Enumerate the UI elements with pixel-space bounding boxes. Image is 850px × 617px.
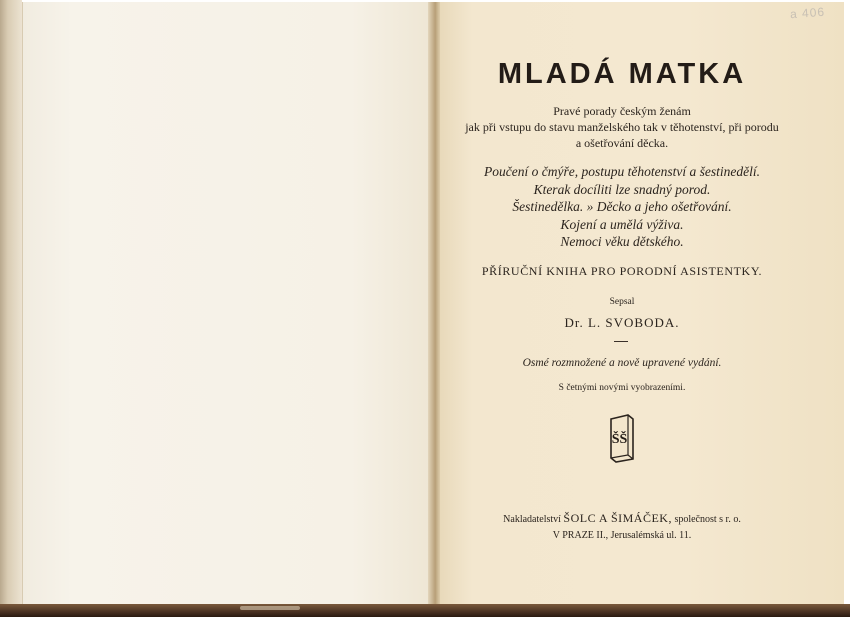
publisher-imprint (440, 510, 804, 544)
divider-rule (614, 341, 628, 342)
publisher-prefix: Nakladatelství (503, 514, 561, 525)
handwritten-page-number: a 406 (789, 4, 826, 22)
book-binding-edge (0, 0, 22, 607)
illustrations-note: S četnými novými vyobrazeními. (558, 383, 686, 393)
subtitle-line: Pravé porady českým ženám (553, 104, 691, 118)
publisher-address: V PRAZE II., Jerusalémská ul. 11. (552, 530, 692, 541)
page-tear (240, 606, 300, 610)
left-blank-page (22, 2, 433, 605)
publisher-book-monogram-icon (608, 413, 636, 463)
monogram-letters: ŠŠ (611, 432, 628, 447)
book-bottom-edge (0, 604, 850, 617)
subtitle-line: jak při vstupu do stavu manželského tak v těhotenství, při porodu (465, 120, 779, 134)
topic-line: Poučení o čmýře, postupu těhotenství a šestinedělí. (484, 164, 760, 179)
topics-list (440, 163, 804, 251)
book-title: MLADÁ MATKA (497, 58, 747, 90)
author-name: Dr. L. SVOBODA. (564, 315, 680, 330)
publisher-line (440, 510, 804, 528)
written-by-label: Sepsal (609, 297, 635, 307)
scan-margin (844, 0, 850, 607)
topic-line: Nemoci věku dětského. (560, 234, 684, 249)
subtitle-line: a ošetřování děcka. (575, 136, 669, 150)
topic-line: Kojení a umělá výživa. (560, 216, 684, 232)
topic-line: Kterak docíliti lze snadný porod. (533, 181, 711, 197)
publisher-suffix: společnost s r. o. (674, 514, 741, 525)
edition-note: Osmé rozmnožené a nově upravené vydání. (522, 357, 722, 369)
handbook-line: PŘÍRUČNÍ KNIHA PRO PORODNÍ ASISTENTKY. (481, 264, 763, 278)
topic-line: Šestinedělka. » Děcko a jeho ošetřování. (512, 199, 732, 214)
publisher-name: ŠOLC A ŠIMÁČEK, (563, 511, 672, 525)
book-subtitle (440, 103, 804, 151)
